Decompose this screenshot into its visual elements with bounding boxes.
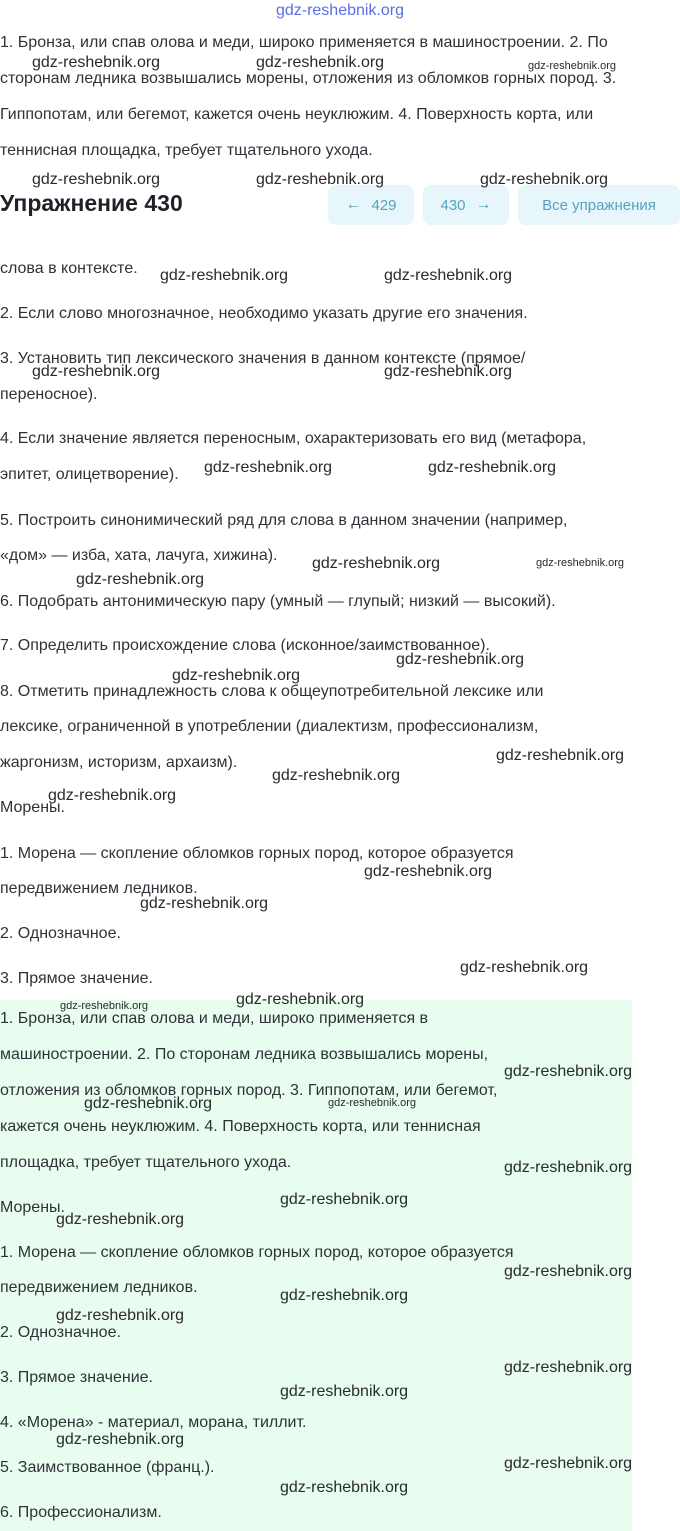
answer-sentence-2: машиностроении. 2. По сторонам ледника возвышались морены, (0, 1046, 489, 1063)
prev-exercise-button[interactable] (328, 185, 414, 225)
watermark: gdz-reshebnik.org (60, 1000, 149, 1012)
watermark: gdz-reshebnik.org (536, 557, 625, 569)
answer-item-3: 3. Прямое значение. (0, 1369, 153, 1386)
analysis-word: Морены. (0, 799, 65, 816)
watermark: gdz-reshebnik.org (256, 54, 385, 71)
watermark: gdz-reshebnik.org (280, 1191, 409, 1208)
next-exercise-button[interactable] (423, 185, 509, 225)
arrow-left-icon: ← (345, 196, 362, 213)
watermark: gdz-reshebnik.org (428, 459, 557, 476)
watermark: gdz-reshebnik.org (496, 747, 625, 764)
watermark: gdz-reshebnik.org (204, 459, 333, 476)
watermark: gdz-reshebnik.org (328, 1097, 417, 1109)
plan-item-8c: жаргонизм, историзм, архаизм). (0, 754, 238, 771)
watermark: gdz-reshebnik.org (160, 267, 289, 284)
watermark: gdz-reshebnik.org (312, 555, 441, 572)
watermark: gdz-reshebnik.org (84, 1095, 213, 1112)
watermark: gdz-reshebnik.org (48, 787, 177, 804)
analysis-item-1a: 1. Морена — скопление обломков горных пород, которое образуется (0, 845, 514, 862)
analysis-item-1b: передвижением ледников. (0, 880, 198, 897)
watermark: gdz-reshebnik.org (504, 1263, 633, 1280)
watermark: gdz-reshebnik.org (56, 1431, 185, 1448)
all-exercises-button[interactable] (518, 185, 680, 225)
watermark: gdz-reshebnik.org (172, 667, 301, 684)
plan-item-4b: эпитет, олицетворение). (0, 466, 179, 483)
answer-item-4: 4. «Морена» - материал, морана, тиллит. (0, 1414, 307, 1431)
answer-item-2: 2. Однозначное. (0, 1324, 121, 1341)
plan-item-8b: лексике, ограниченной в употреблении (диалектизм, профессионализм, (0, 718, 539, 735)
plan-item-6: 6. Подобрать антонимическую пару (умный — глупый; низкий — высокий). (0, 593, 556, 610)
watermark: gdz-reshebnik.org (56, 1307, 185, 1324)
prev-exercise-label: 429 (371, 196, 397, 214)
watermark: gdz-reshebnik.org (32, 363, 161, 380)
watermark: gdz-reshebnik.org (256, 171, 385, 188)
plan-item-7: 7. Определить происхождение слова (исконное/заимствованное). (0, 637, 490, 654)
watermark: gdz-reshebnik.org (32, 171, 161, 188)
watermark: gdz-reshebnik.org (140, 895, 269, 912)
watermark-top: gdz-reshebnik.org (275, 2, 405, 19)
exercise-title: Упражнение 430 (0, 190, 183, 216)
answer-item-1a: 1. Морена — скопление обломков горных пород, которое образуется (0, 1244, 514, 1261)
watermark: gdz-reshebnik.org (76, 571, 205, 588)
analysis-item-3: 3. Прямое значение. (0, 970, 153, 987)
answer-sentence-5: площадка, требует тщательного ухода. (0, 1154, 292, 1171)
plan-item-5b: «дом» — изба, хата, лачуга, хижина). (0, 547, 278, 564)
all-exercises-label: Все упражнения (542, 196, 656, 214)
watermark: gdz-reshebnik.org (236, 991, 365, 1008)
plan-item-8a: 8. Отметить принадлежность слова к общеупотребительной лексике или (0, 683, 544, 700)
watermark: gdz-reshebnik.org (280, 1479, 409, 1496)
answer-sentence-3: отложения из обломков горных пород. 3. Гиппопотам, или бегемот, (0, 1082, 498, 1099)
watermark: gdz-reshebnik.org (504, 1063, 633, 1080)
watermark: gdz-reshebnik.org (384, 363, 513, 380)
watermark: gdz-reshebnik.org (480, 171, 609, 188)
answer-item-5: 5. Заимствованное (франц.). (0, 1459, 215, 1476)
plan-item-2: 2. Если слово многозначное, необходимо указать другие его значения. (0, 305, 528, 322)
plan-item-3a: 3. Установить тип лексического значения в данном контексте (прямое/ (0, 350, 526, 367)
watermark: gdz-reshebnik.org (504, 1359, 633, 1376)
watermark: gdz-reshebnik.org (396, 651, 525, 668)
answer-sentence-4: кажется очень неуклюжим. 4. Поверхность корта, или теннисная (0, 1118, 481, 1135)
watermark: gdz-reshebnik.org (280, 1287, 409, 1304)
plan-item-3b: переносное). (0, 386, 98, 403)
watermark: gdz-reshebnik.org (460, 959, 589, 976)
watermark: gdz-reshebnik.org (504, 1159, 633, 1176)
watermark: gdz-reshebnik.org (364, 863, 493, 880)
watermark: gdz-reshebnik.org (56, 1211, 185, 1228)
plan-item-4a: 4. Если значение является переносным, охарактеризовать его вид (метафора, (0, 430, 587, 447)
watermark: gdz-reshebnik.org (272, 767, 401, 784)
plan-line-0: слова в контексте. (0, 260, 138, 277)
answer-sentence-1: 1. Бронза, или спав олова и меди, широко применяется в (0, 1010, 429, 1027)
current-exercise-label: 430 (440, 196, 466, 214)
answer-word: Морены. (0, 1199, 65, 1216)
watermark: gdz-reshebnik.org (280, 1383, 409, 1400)
answer-item-6: 6. Профессионализм. (0, 1504, 162, 1521)
watermark: gdz-reshebnik.org (384, 267, 513, 284)
intro-paragraph: 1. Бронза, или спав олова и меди, широко применяется в машиностроении. 2. По сторонам ледника возвышались морены, отложения из обломков горных пород. 3. Гиппопотам, или бегемот, кажется очень неуклюжим. 4. Поверхность корта, или теннисная площадка, требует тщательного ухода. (0, 34, 617, 159)
analysis-item-2: 2. Однозначное. (0, 925, 121, 942)
watermark: gdz-reshebnik.org (504, 1455, 633, 1472)
arrow-right-icon: → (475, 196, 492, 213)
answer-item-1b: передвижением ледников. (0, 1279, 198, 1296)
plan-item-5a: 5. Построить синонимический ряд для слова в данном значении (например, (0, 512, 568, 529)
watermark: gdz-reshebnik.org (528, 60, 617, 72)
watermark: gdz-reshebnik.org (32, 54, 161, 71)
